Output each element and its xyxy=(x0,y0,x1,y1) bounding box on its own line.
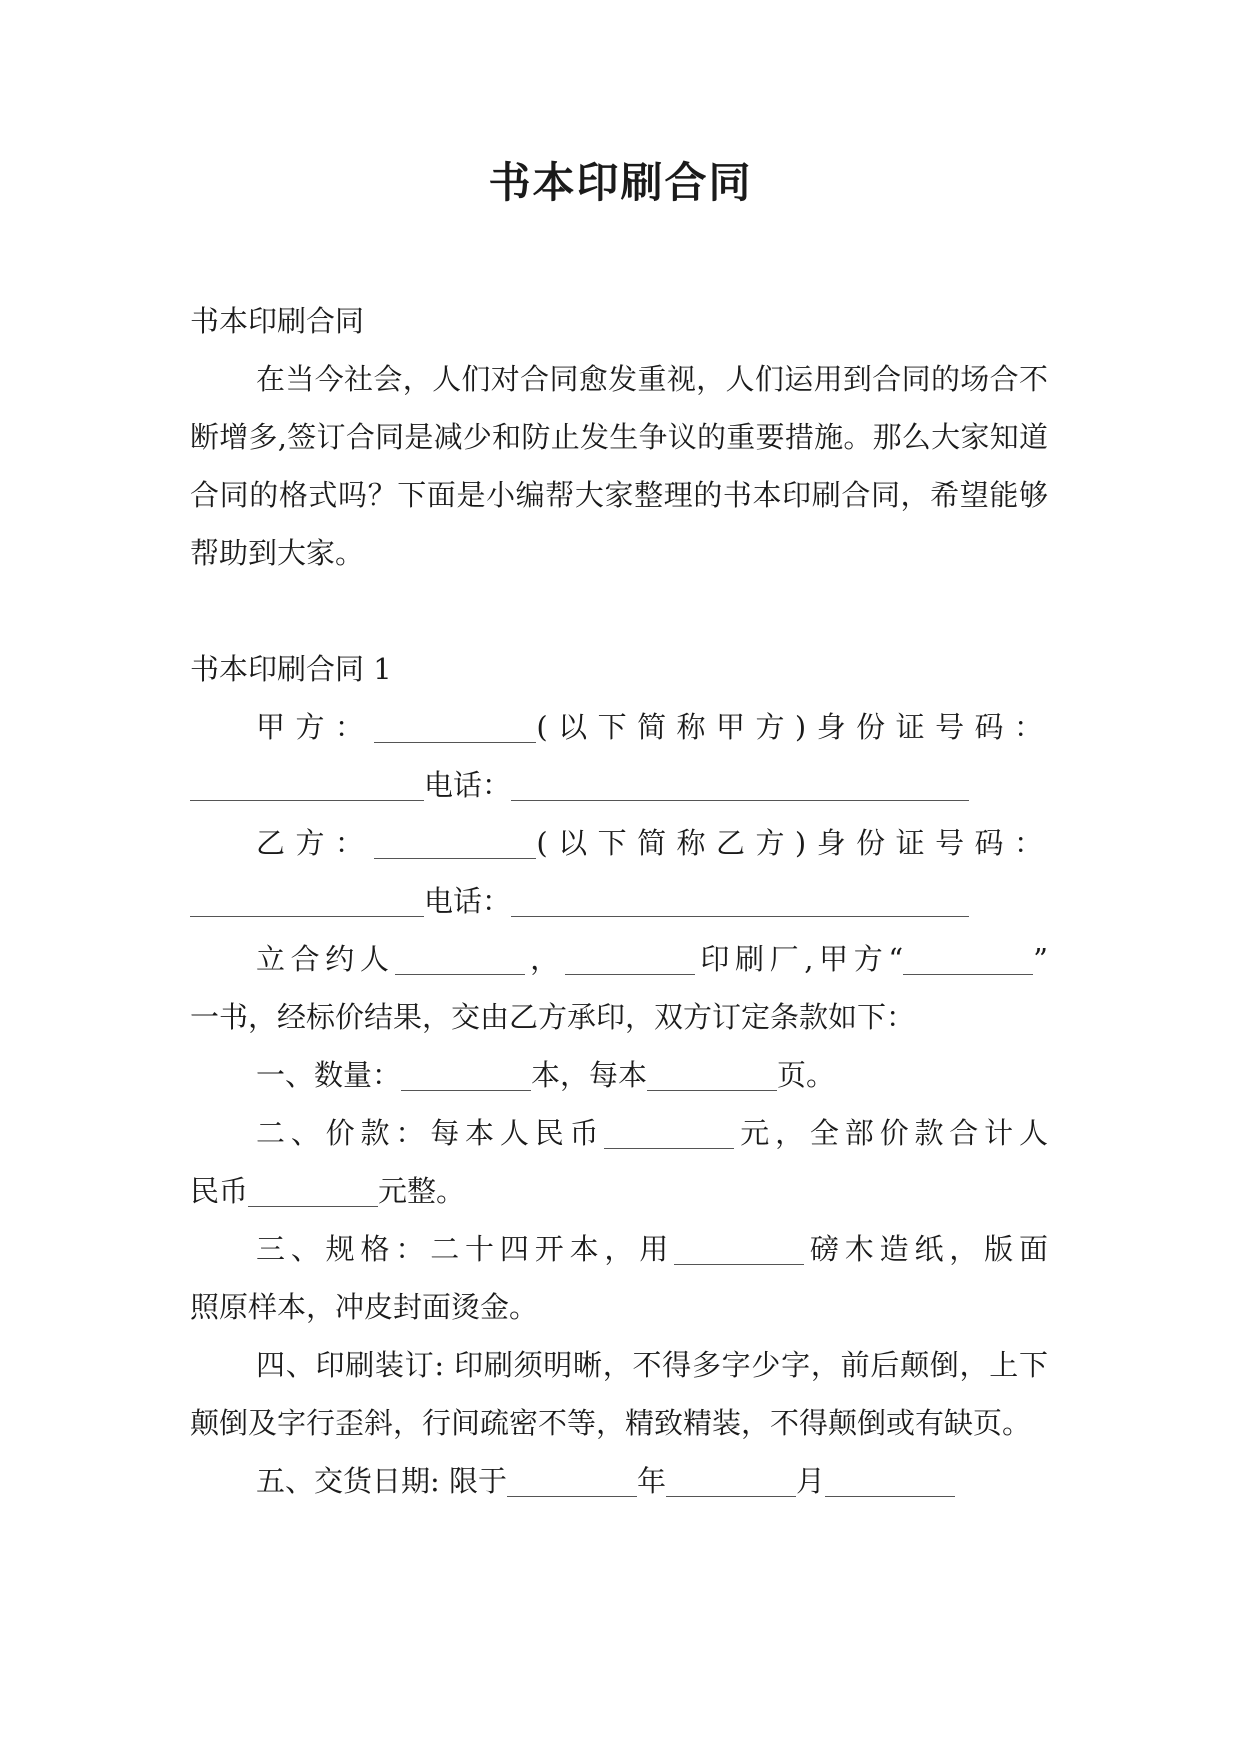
intro-heading: 书本印刷合同 xyxy=(190,304,365,338)
party-b-abbrev: (以下简称乙方)身份证号码： xyxy=(536,826,1048,860)
clause-spec xyxy=(190,1220,1048,1278)
spec-mid: 磅木造纸，版面 xyxy=(804,1232,1048,1266)
price-mid: 元，全部价款合计人 xyxy=(734,1116,1048,1150)
party-b-phone-line xyxy=(190,872,1048,930)
book-title-blank[interactable] xyxy=(903,944,1033,975)
price-lead: 二、价款：每本人民币 xyxy=(256,1116,605,1150)
intro-paragraph: 在当今社会，人们对合同愈发重视，人们运用到合同的场合不断增多,签订合同是减少和防止发生争议的重要措施。那么大家知道合同的格式吗？下面是小编帮大家整理的书本印刷合同，希望能够帮助到大家。 xyxy=(190,362,1048,570)
price-line2-lead: 民币 xyxy=(190,1174,249,1208)
contractor-blank[interactable] xyxy=(395,944,525,975)
clause-price-line2 xyxy=(190,1162,1048,1220)
clause-binding: 四、印刷装订: 印刷须明晰，不得多字少字，前后颠倒，上下颠倒及字行歪斜，行间疏密不等，精致精装，不得颠倒或有缺页。 xyxy=(190,1348,1048,1440)
preamble-comma: ， xyxy=(524,942,565,976)
preamble-rest: 一书，经标价结果，交由乙方承印，双方订定条款如下： xyxy=(190,1000,916,1034)
printer-name-blank[interactable] xyxy=(565,944,695,975)
party-a-id-blank[interactable] xyxy=(190,770,424,801)
document-body xyxy=(190,292,1048,1510)
document-title: 书本印刷合同 xyxy=(488,158,753,207)
party-b-name-blank[interactable] xyxy=(374,828,536,859)
party-b-phone-blank[interactable] xyxy=(511,886,969,917)
spec-lead: 三、规格：二十四开本，用 xyxy=(256,1232,675,1266)
party-a-phone-blank[interactable] xyxy=(511,770,969,801)
delivery-month: 月 xyxy=(796,1464,826,1498)
party-a-name-blank[interactable] xyxy=(374,712,536,743)
spec-paper-weight-blank[interactable] xyxy=(674,1234,804,1265)
quantity-unit: 本，每本 xyxy=(531,1058,648,1092)
party-a-phone-line xyxy=(190,756,1048,814)
party-a-line xyxy=(190,698,1048,756)
preamble-close-quote: ” xyxy=(1033,942,1048,976)
party-b-label: 乙方： xyxy=(256,826,375,860)
quantity-pages-blank[interactable] xyxy=(647,1060,777,1091)
party-b-line xyxy=(190,814,1048,872)
price-total-blank[interactable] xyxy=(248,1176,378,1207)
party-a-abbrev: (以下简称甲方)身份证号码： xyxy=(536,710,1048,744)
preamble-lead: 立合约人 xyxy=(256,942,395,976)
party-a-phone-label: 电话： xyxy=(424,768,512,802)
preamble-line xyxy=(190,930,1048,988)
delivery-lead: 五、交货日期: 限于 xyxy=(256,1464,507,1498)
delivery-day-blank[interactable] xyxy=(825,1466,955,1497)
quantity-lead: 一、数量： xyxy=(256,1058,402,1092)
delivery-month-blank[interactable] xyxy=(666,1466,796,1497)
clause-delivery xyxy=(190,1452,1048,1510)
preamble-printer: 印刷厂,甲方“ xyxy=(694,942,904,976)
price-unit-blank[interactable] xyxy=(604,1118,734,1149)
price-end: 元整。 xyxy=(378,1174,466,1208)
clause-price xyxy=(190,1104,1048,1162)
delivery-year: 年 xyxy=(637,1464,667,1498)
delivery-year-blank[interactable] xyxy=(507,1466,637,1497)
party-b-phone-label: 电话： xyxy=(424,884,512,918)
clause-quantity xyxy=(190,1046,1048,1104)
party-a-label: 甲方： xyxy=(256,710,375,744)
quantity-copies-blank[interactable] xyxy=(401,1060,531,1091)
section-spacer xyxy=(190,582,1048,640)
section-heading: 书本印刷合同 1 xyxy=(190,652,392,686)
quantity-end: 页。 xyxy=(777,1058,836,1092)
party-b-id-blank[interactable] xyxy=(190,886,424,917)
spec-line2: 照原样本，冲皮封面烫金。 xyxy=(190,1290,539,1324)
